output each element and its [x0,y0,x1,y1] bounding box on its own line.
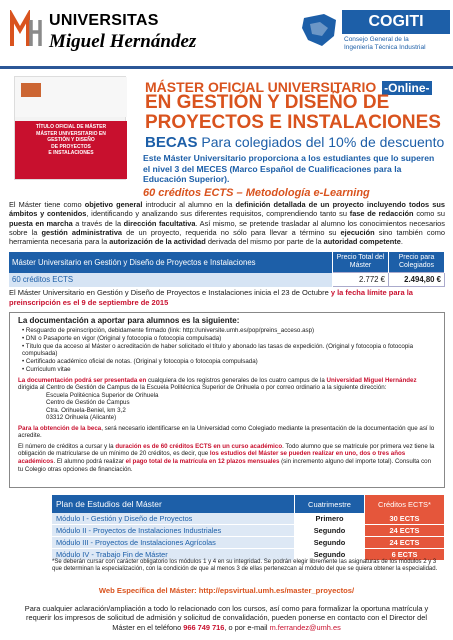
module-semester: Segundo [295,549,365,561]
intro-text: El Máster tiene como [9,200,85,209]
module-name: Módulo III - Proyectos de Instalaciones Agrícolas [52,537,295,549]
study-plan-table [52,495,445,561]
intro-bold: puesta en marcha [9,218,73,228]
study-plan-footnote: *Se deberán cursar con carácter obligatorio los módulos 1 y 4 en su integridad. Se podrán elegir libremente las asignaturas de los módulos 2 y 3 que determinan la especialización, con la condición de que al menos 3 de ellas pertenezcan al módulo del que se quiera obtener la especialidad. [52,559,438,573]
list-item: • Curriculum vitae [22,366,436,374]
documentation-box [9,312,445,488]
list-item: • Resguardo de preinscripción, debidamente firmado (link: http://universite.umh.es/pop/preins_acceso.asp) [22,327,436,335]
master-website-link[interactable]: Web Específica del Máster: http://epsvirtual.umh.es/master_proyectos/ [98,586,355,595]
body-text: cualquiera de los registros generales de los cuatro campus de la [146,376,327,384]
documentation-list [22,327,436,374]
cogiti-map-icon [300,10,340,50]
module-ects: 30 ECTS [365,513,445,525]
master-label: MÁSTER OFICIAL UNIVERSITARIO [145,79,377,95]
intro-text: introducir al alumno en la [142,200,236,209]
email-link[interactable]: m.ferrandez@umh.es [269,622,341,632]
table-row [9,273,445,287]
book-line-4: DE PROYECTOS [51,143,91,150]
book-line-3: GESTIÓN Y DISEÑO [47,137,95,143]
intro-bold: autoridad competente [323,237,401,247]
intro-bold: objetivo general [84,200,143,209]
intro-text: . Así mismo, se pretende trasladar al alumno los conocimientos necesarios sobre la [9,218,445,237]
table-row [52,525,445,537]
title-line-2: PROYECTOS E INSTALACIONES [145,112,441,133]
body-text: (sin incremento alguno del importe total). Consulta con tu Colegio otras opciones de financiación. [18,457,432,473]
intro-bold: autorización de la actividad [109,237,206,247]
intro-text: como su [413,209,445,219]
ects-methodology: 60 créditos ECTS – Metodología e-Learning [143,187,370,199]
deadline-text: y la fecha límite para la preinscripción es el 9 de septiembre de 2015 [9,288,413,307]
phone-number[interactable]: 966 749 716 [183,622,225,632]
module-ects: 24 ECTS [365,525,445,537]
study-plan-header [52,495,445,513]
address-line: Escuela Politécnica Superior de Orihuela [46,391,159,399]
module-name: Módulo II - Proyectos de Instalaciones Industriales [52,525,295,537]
intro-paragraph [9,200,445,246]
book-cover-top [15,77,127,117]
price-total-value: 2.772 € [333,273,389,287]
price-row-label: 60 créditos ECTS [9,273,333,287]
module-semester: Segundo [295,525,365,537]
red-text: duración es de 60 créditos ECTS en un curso académico [115,442,283,450]
module-ects: 6 ECTS [365,549,445,561]
cogiti-subtitle-2: Ingeniería Técnica Industrial [344,44,426,51]
header-divider [0,66,453,69]
book-line-2: MÁSTER UNIVERSITARIO EN [36,130,106,137]
postal-address [46,392,436,422]
plan-col-title: Plan de Estudios del Máster [52,495,295,513]
start-date-notice [9,288,445,307]
cogiti-name: COGITI [342,10,450,34]
module-ects: 24 ECTS [365,537,445,549]
becas-text: Para colegiados del 10% de descuento [197,134,445,150]
book-cover-image [14,76,126,180]
price-table [9,252,445,287]
becas-label: BECAS [145,134,198,151]
module-name: Módulo I - Gestión y Diseño de Proyectos [52,513,295,525]
red-text: Universidad Miguel Hernández [326,376,417,384]
start-text: El Máster Universitario en Gestión y Diseño de Proyectos e Instalaciones inicia el 23 de Octubre [9,288,331,297]
credits-paragraph [18,443,436,473]
intro-bold: definición detallada de un proyecto incluyendo todos sus ámbitos y contenidos [9,200,445,219]
module-name: Módulo IV - Trabajo Fin de Máster [52,549,295,561]
body-text: dirigida al Centro de Gestión de Campus de la Escuela Politécnica Superior de Orihuela o por correo ordinario a la siguiente dirección: [18,384,387,392]
plan-col-semester: Cuatrimestre [295,495,365,513]
intro-text: derivada del mismo por parte de la [205,237,324,247]
book-line-1: TÍTULO OFICIAL DE MÁSTER [35,124,107,130]
book-line-5: E INSTALACIONES [48,150,94,156]
module-semester: Segundo [295,537,365,549]
plan-col-ects: Créditos ECTS* [365,495,445,513]
intro-text: a través de la [72,218,124,228]
umh-logo-icon [9,10,43,54]
body-text: El número de créditos a cursar y la [18,442,116,450]
red-text: Para la obtención de la beca [18,424,102,432]
cogiti-subtitle-1: Consejo General de la [344,36,409,43]
price-col-program: Máster Universitario en Gestión y Diseño de Proyectos e Instalaciones [9,252,333,273]
intro-bold: gestión administrativa [41,227,123,237]
list-item: • Título que da acceso al Máster o acreditación de haber solicitado el título y abonado las tasas de expedición. (Original y fotocopia o fotocopia compulsada) [22,343,436,359]
body-text: , será necesario identificarse en la Universidad como Colegiado mediante la presentación de la documentación que así lo acredite. [18,424,435,440]
beca-paragraph [18,425,436,440]
intro-bold: ejecución [340,227,375,237]
module-semester: Primero [295,513,365,525]
footer-text: Para cualquier aclaración/ampliación a todo lo relacionado con los cursos, así como para formalizar la oportuna matrícula y requerir los impresos de solicitud de admisión y solicitud de convalidación, pueden ponerse en contacto con el Director del Máster en el teléfono [24,604,429,632]
intro-text: , identificando y analizando sus diferentes requisitos, comprendiendo tanto su [86,209,350,219]
list-item: • Certificado académico oficial de notas. (Original y fotocopia o fotocopia compulsada) [22,358,436,366]
umh-subtitle: Miguel Hernández [49,31,197,52]
documentation-heading: La documentación a aportar para alumnos es la siguiente: [18,316,240,325]
address-line: 03312 Orihuela (Alicante) [46,414,117,422]
body-text: . El alumno podrá realizar [53,457,126,465]
price-col-total: Precio Total del Máster [333,252,389,273]
red-text: La documentación podrá ser presentada en [18,376,147,384]
online-badge: -Online- [384,81,430,95]
intro-text: sino también como herramienta necesaria para la [9,227,445,247]
intro-text: . [400,237,403,247]
table-row [52,537,445,549]
price-col-colegiados: Precio para Colegiados [389,252,445,273]
intro-bold: dirección facultativa [123,218,196,228]
intro-text: de un proyecto, requerida no sólo para llevar a término su [122,227,341,237]
table-row [52,513,445,525]
book-logo-icon [21,83,41,97]
intro-bold: fase de redacción [349,209,414,219]
footer-text: , o por e-mail [224,622,270,632]
address-line: Centro de Gestión de Campus [46,399,130,407]
becas-line [145,134,444,151]
presentation-paragraph [18,377,436,392]
contact-footer [20,604,433,632]
umh-title: UNIVERSITAS [49,12,159,29]
master-description: Este Máster Universitario proporciona a los estudiantes que lo superen el nivel 3 del MECES (Marco Español de Cualificaciones para la Educación Superior). [143,153,435,184]
address-line: Ctra. Orihuela-Beniel, km 3,2 [46,406,126,414]
list-item: • DNI o Pasaporte en vigor (Original y fotocopia o fotocopia compulsada) [22,335,436,343]
cogiti-logo [300,6,450,58]
book-cover-band [15,121,127,179]
red-text: el pago total de la matrícula en 12 plazos mensuales [125,457,280,465]
body-text: . Todo alumno que se matricule por primera vez tiene la obligación de matricularse de un mínimo de 20 créditos, es decir, que [18,442,435,458]
page-header [0,0,453,66]
title-line-1: EN GESTIÓN Y DISEÑO DE [145,92,390,113]
price-table-header [9,252,445,273]
price-colegiados-value: 2.494,80 € [389,273,445,287]
red-text: los estudios del Máster se pueden realizar en uno, dos o tres años académicos [18,450,406,465]
